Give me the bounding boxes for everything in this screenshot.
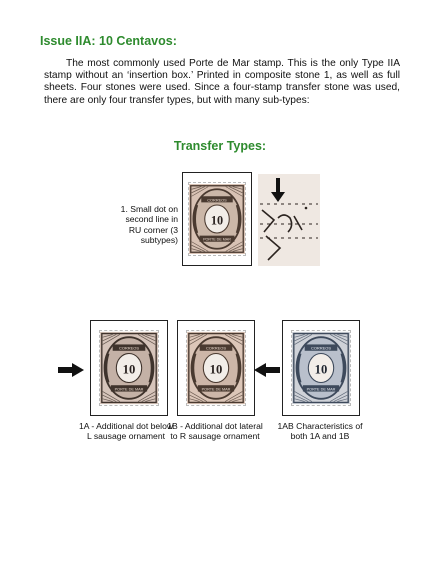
stamp-value: 10 bbox=[209, 362, 223, 377]
stamp-image bbox=[99, 330, 159, 406]
stamp-top-text: CORREOS bbox=[310, 345, 332, 351]
detail-enlargement bbox=[258, 174, 320, 266]
arrow-left-icon bbox=[254, 363, 280, 377]
detail-svg bbox=[258, 174, 320, 266]
stamp-card-type-1a bbox=[90, 320, 168, 416]
caption-type-1: 1. Small dot on second line in RU corner (3 subtypes) bbox=[120, 204, 178, 246]
stamp-value: 10 bbox=[210, 213, 224, 228]
page-heading: Issue IIA: 10 Centavos: bbox=[40, 34, 177, 48]
stamp-bottom-text: PORTE DE MAR bbox=[306, 387, 336, 392]
caption-type-1a: 1A - Additional dot below L sausage ornament bbox=[78, 421, 174, 442]
section-title: Transfer Types: bbox=[173, 139, 267, 153]
stamp-card-type-1ab bbox=[282, 320, 360, 416]
stamp-image bbox=[291, 330, 351, 406]
stamp-bottom-text: PORTE DE MAR bbox=[201, 387, 231, 392]
intro-text: The most commonly used Porte de Mar stamp. This is the only Type IIA stamp without an ‘insertion box.’ Printed in composite stone 1, as well as full sheets. Four stones were used. Since a four-stamp transfer stone was used, there are only four transfer types, but with many sub-types: bbox=[44, 58, 400, 106]
caption-type-1b: 1B - Additional dot lateral to R sausage ornament bbox=[167, 421, 263, 442]
stamp-image bbox=[188, 182, 246, 256]
stamp-top-text: CORREOS bbox=[207, 198, 227, 203]
stamp-card-type-1b bbox=[177, 320, 255, 416]
stamp-art bbox=[292, 331, 350, 405]
stamp-card-type-1 bbox=[182, 172, 252, 266]
stamp-art bbox=[189, 183, 245, 255]
stamp-value: 10 bbox=[122, 362, 136, 377]
stamp-bottom-text: PORTE DE MAR bbox=[114, 387, 144, 392]
stamp-value: 10 bbox=[314, 362, 328, 377]
arrow-right-icon bbox=[58, 363, 84, 377]
stamp-top-text: CORREOS bbox=[118, 345, 140, 351]
caption-type-1ab: 1AB Characteristics of both 1A and 1B bbox=[277, 421, 363, 442]
stamp-image bbox=[186, 330, 246, 406]
stamp-top-text: CORREOS bbox=[205, 345, 227, 351]
stamp-art bbox=[187, 331, 245, 405]
intro-paragraph bbox=[44, 58, 400, 107]
stamp-bottom-text: PORTE DE MAR bbox=[203, 237, 231, 242]
stamp-art bbox=[100, 331, 158, 405]
